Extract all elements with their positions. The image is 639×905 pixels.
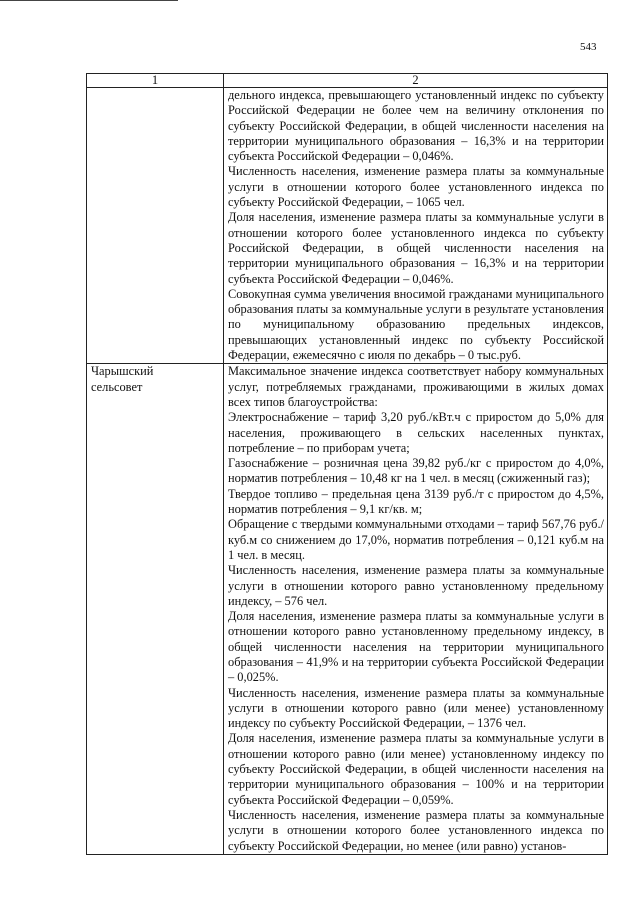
row-content [224,88,608,364]
page-number: 543 [580,41,597,53]
paragraph: Совокупная сумма увеличения вносимой гражданами муниципального образования платы за коммунальные услуги в результате установления по муниципальному образованию предельных индексов, превышающих установленный индекс по субъекту Российской Федерации, ежемесячно с июля по декабрь – 0 тыс.руб. [228,286,604,363]
paragraph: Численность населения, изменение размера платы за коммунальные услуги в отношении которого равно установленному предельному индексу, – 576 чел. [228,563,604,608]
paragraph: Максимальное значение индекса соответствует набору коммунальных услуг, потребляемых гражданами, проживающими в жилых домах всех типов благоустройства: [228,364,604,409]
row-label-empty [87,88,224,364]
paragraph: Доля населения, изменение размера платы за коммунальные услуги в отношении которого равно (или менее) установленному индексу по субъекту Российской Федерации, в общей численности населения на территории муниципального образования – 100% и на территории субъекта Российской Федерации – 0,059%. [228,731,604,807]
paragraph: Численность населения, изменение размера платы за коммунальные услуги в отношении которого равно (или менее) установленному индексу по субъекту Российской Федерации, – 1376 чел. [228,685,604,731]
paragraph: Газоснабжение – розничная цена 39,82 руб./кг с приростом до 4,0%, норматив потребления – 10,48 кг на 1 чел. в месяц (сжиженный газ); [228,456,604,486]
paragraph: Обращение с твердыми коммунальными отходами – тариф 567,76 руб./куб.м со снижением до 17,0%, норматив потребления – 0,121 куб.м на 1 чел. в месяц. [228,517,604,562]
paragraph: Численность населения, изменение размера платы за коммунальные услуги в отношении которого более установленного индекса по субъекту Российской Федерации, – 1065 чел. [228,164,604,210]
top-rule [0,0,178,1]
paragraph: Доля населения, изменение размера платы за коммунальные услуги в отношении которого более установленного индекса по субъекту Российской Федерации, в общей численности населения на территории муниципального образования – 16,3% и на территории субъекта Российской Федерации – 0,046%. [228,210,604,286]
row-label-line: Чарышский [91,364,154,379]
row-label [87,364,224,855]
table-row-continuation [87,88,608,364]
table-row-charysh [87,364,608,855]
indices-table [86,73,608,855]
paragraph: Доля населения, изменение размера платы за коммунальные услуги в отношении которого равно установленному предельному индексу, в общей численности населения на территории муниципального образования – 41,9% и на территории субъекта Российской Федерации – 0,025%. [228,609,604,685]
paragraph: Численность населения, изменение размера платы за коммунальные услуги в отношении которого более установленного индекса по субъекту Российской Федерации, но менее (или равно) установ- [228,807,604,853]
row-content [224,364,608,855]
table-header-row [87,74,608,88]
row-label-line: сельсовет [91,379,143,394]
paragraph: Электроснабжение – тариф 3,20 руб./кВт.ч с приростом до 5,0% для населения, проживающего в сельских населенных пунктах, потребление – по приборам учета; [228,410,604,455]
header-col-2: 2 [224,74,608,88]
header-col-1: 1 [87,74,224,88]
paragraph: Твердое топливо – предельная цена 3139 руб./т с приростом до 4,5%, норматив потребления – 9,1 кг/кв. м; [228,486,604,517]
paragraph: дельного индекса, превышающего установленный индекс по субъекту Российской Федерации не более чем на величину отклонения по субъекту Российской Федерации, в общей численности населения на территории муниципального образования – 16,3% и на территории субъекта Российской Федерации – 0,046%. [228,88,604,164]
